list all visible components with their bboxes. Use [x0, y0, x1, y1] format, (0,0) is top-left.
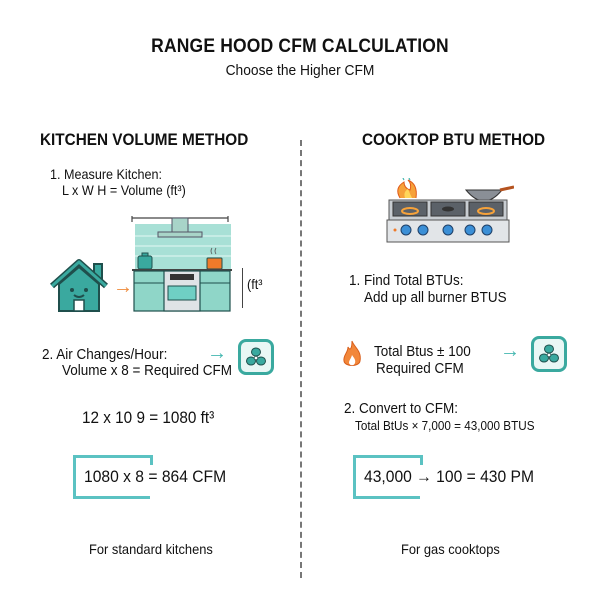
example-volume-formula: 12 x 10 9 = 1080 ft³: [82, 408, 215, 427]
arrow-icon: →: [207, 342, 227, 364]
page-title: RANGE HOOD CFM CALCULATION: [151, 36, 449, 57]
height-dimension-line: [242, 268, 243, 308]
left-step1-title: 1. Measure Kitchen:: [50, 166, 163, 182]
left-step2-title: 2. Air Changes/Hour:: [42, 346, 168, 363]
right-step2-title: 2. Convert to CFM:: [344, 400, 459, 417]
right-footer-note: For gas cooktops: [401, 541, 500, 557]
right-step1-title: 1. Find Total BTUs:: [349, 272, 464, 289]
left-step2-formula: Volume x 8 = Required CFM: [62, 362, 232, 379]
left-footer-note: For standard kitchens: [89, 541, 213, 557]
kitchen-volume-heading: KITCHEN VOLUME METHOD: [40, 130, 249, 149]
kitchen-illustration: [130, 216, 240, 317]
cooktop-btu-heading: COOKTOP BTU METHOD: [362, 130, 546, 149]
btu-result: 43,000 → 100 = 430 PM: [364, 467, 534, 486]
arrow-icon: →: [500, 340, 520, 362]
kitchen-result: 1080 x 8 = 864 CFM: [84, 467, 227, 486]
house-icon: [46, 258, 112, 319]
right-step2-formula: Total BtUs × 7,000 = 43,000 BTUS: [355, 418, 535, 433]
fan-icon: [531, 336, 567, 372]
fan-icon: [238, 339, 274, 375]
arrow-icon: →: [113, 276, 133, 298]
gas-cooktop-illustration: [384, 178, 514, 253]
kitchen-volume-label: (ft³: [247, 276, 263, 292]
btu-rule-line2: Required CFM: [376, 360, 464, 377]
column-divider: [300, 140, 302, 578]
right-step1-detail: Add up all burner BTUS: [364, 289, 507, 306]
page-subtitle: Choose the Higher CFM: [225, 62, 375, 79]
flame-icon: [340, 339, 364, 374]
btu-rule-line1: Total Btus ± 100: [374, 343, 471, 360]
left-step1-formula: L x W H = Volume (ft³): [62, 182, 186, 198]
